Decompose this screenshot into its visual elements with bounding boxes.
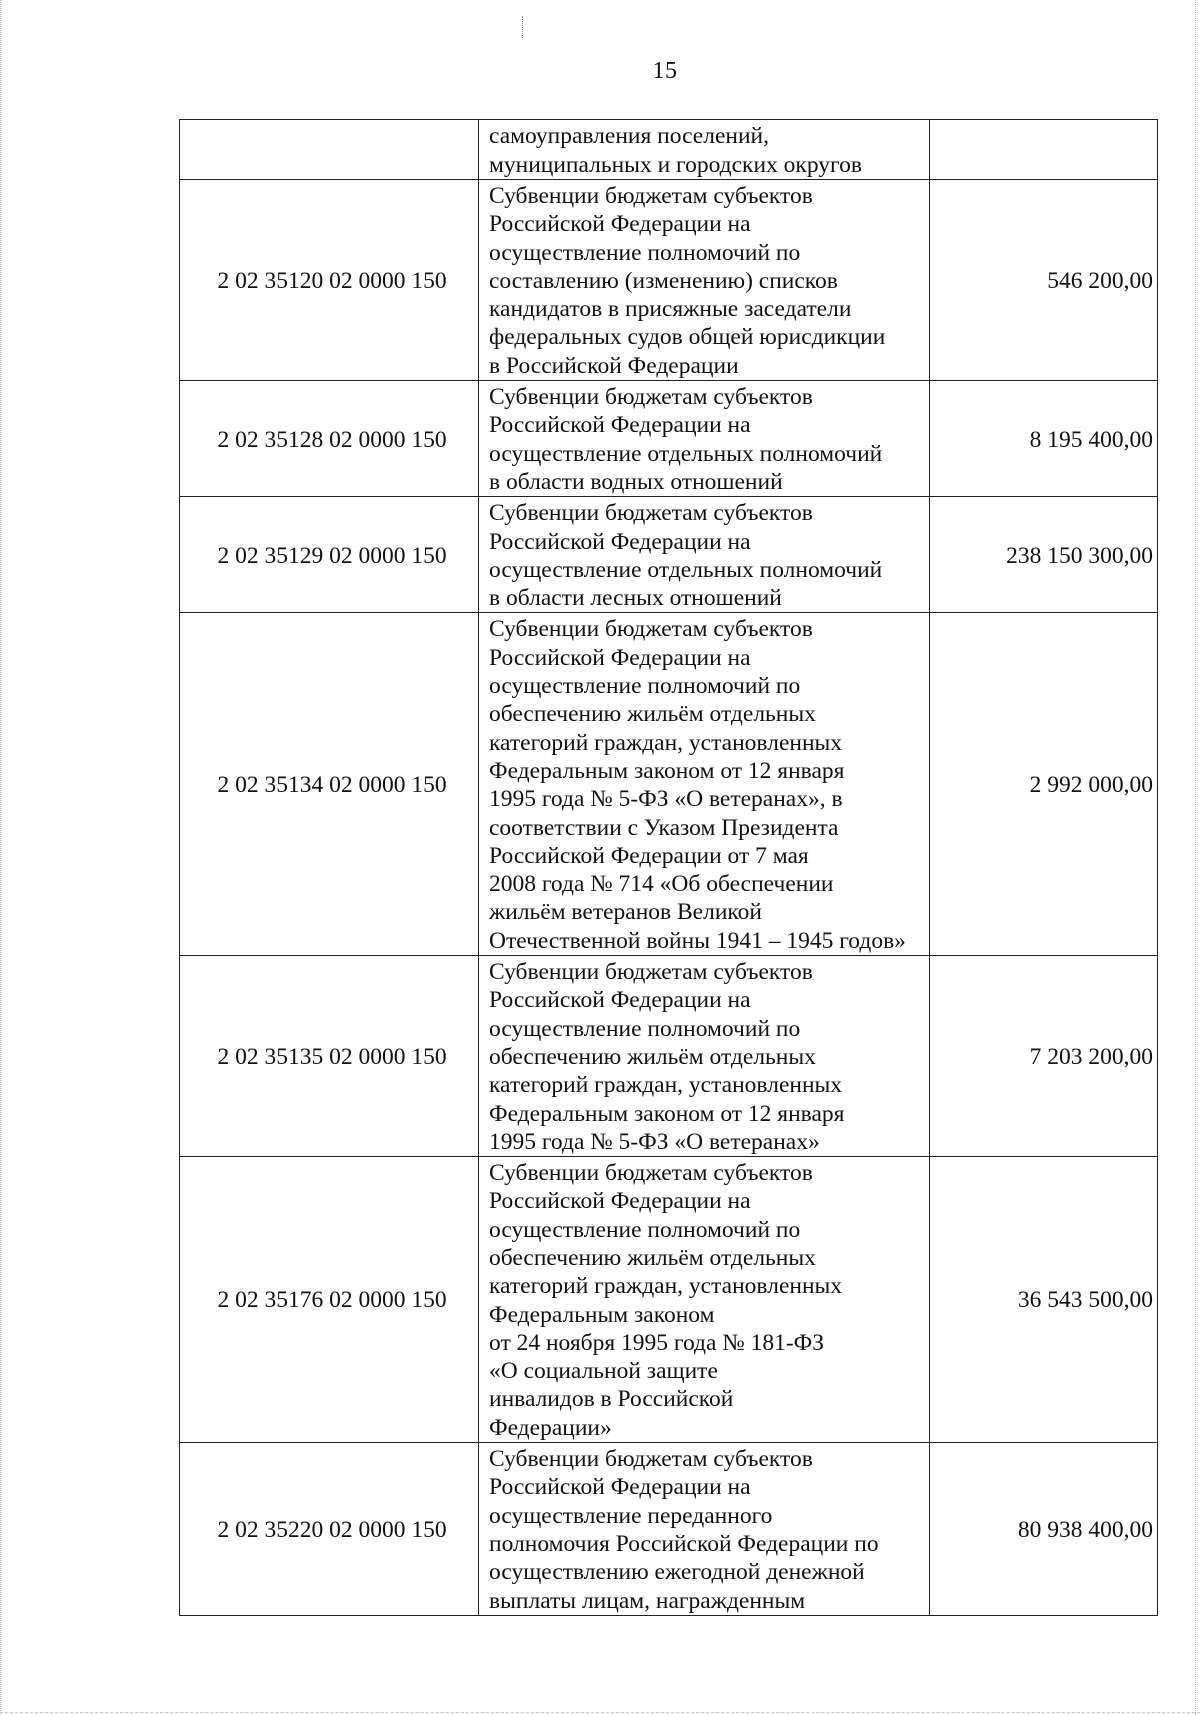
scan-left-edge <box>0 0 3 1715</box>
budget-table <box>179 119 1158 1616</box>
scan-bottom-edge <box>0 1710 1200 1713</box>
table-row <box>180 120 1158 180</box>
budget-code-cell: 2 02 35128 02 0000 150 <box>180 381 479 497</box>
budget-description-cell: Субвенции бюджетам субъектов Российской Федерации на осуществление отдельных полномочий в области лесных отношений <box>479 497 930 613</box>
table-row <box>180 956 1158 1157</box>
budget-amount-cell: 238 150 300,00 <box>930 497 1158 613</box>
table-row <box>180 381 1158 497</box>
budget-code-cell: 2 02 35176 02 0000 150 <box>180 1157 479 1443</box>
budget-description-cell: самоуправления поселений, муниципальных и городских округов <box>479 120 930 180</box>
budget-amount-cell: 546 200,00 <box>930 180 1158 381</box>
budget-code-cell: 2 02 35220 02 0000 150 <box>180 1443 479 1616</box>
budget-amount-cell <box>930 120 1158 180</box>
budget-code-cell: 2 02 35135 02 0000 150 <box>180 956 479 1157</box>
budget-code-cell: 2 02 35134 02 0000 150 <box>180 613 479 956</box>
budget-description-cell: Субвенции бюджетам субъектов Российской Федерации на осуществление полномочий по обеспечению жильём отдельных категорий граждан, установленных Федеральным законом от 12 января 1995 года № 5-ФЗ «О ветеранах», в соответствии с Указом Президента Российской Федерации от 7 мая 2008 года № 714 «Об обеспечении жильём ветеранов Великой Отечественной войны 1941 – 1945 годов» <box>479 613 930 956</box>
budget-description-cell: Субвенции бюджетам субъектов Российской Федерации на осуществление отдельных полномочий в области водных отношений <box>479 381 930 497</box>
page-number: 15 <box>652 58 678 84</box>
budget-amount-cell: 8 195 400,00 <box>930 381 1158 497</box>
budget-amount-cell: 80 938 400,00 <box>930 1443 1158 1616</box>
budget-description-cell: Субвенции бюджетам субъектов Российской Федерации на осуществление полномочий по обеспечению жильём отдельных категорий граждан, установленных Федеральным законом от 24 ноября 1995 года № 181-ФЗ «О социальной защите инвалидов в Российской Федерации» <box>479 1157 930 1443</box>
budget-amount-cell: 2 992 000,00 <box>930 613 1158 956</box>
table-row <box>180 613 1158 956</box>
table-row <box>180 1443 1158 1616</box>
budget-amount-cell: 36 543 500,00 <box>930 1157 1158 1443</box>
budget-description-cell: Субвенции бюджетам субъектов Российской Федерации на осуществление переданного полномочия Российской Федерации по осуществлению ежегодной денежной выплаты лицам, награжденным <box>479 1443 930 1616</box>
budget-code-cell: 2 02 35129 02 0000 150 <box>180 497 479 613</box>
budget-amount-cell: 7 203 200,00 <box>930 956 1158 1157</box>
scan-right-edge <box>1195 0 1198 1715</box>
table-row <box>180 497 1158 613</box>
table-row <box>180 1157 1158 1443</box>
scan-artifact <box>522 16 525 38</box>
budget-description-cell: Субвенции бюджетам субъектов Российской Федерации на осуществление полномочий по составлению (изменению) списков кандидатов в присяжные заседатели федеральных судов общей юрисдикции в Российской Федерации <box>479 180 930 381</box>
budget-code-cell: 2 02 35120 02 0000 150 <box>180 180 479 381</box>
table-row <box>180 180 1158 381</box>
budget-description-cell: Субвенции бюджетам субъектов Российской Федерации на осуществление полномочий по обеспечению жильём отдельных категорий граждан, установленных Федеральным законом от 12 января 1995 года № 5-ФЗ «О ветеранах» <box>479 956 930 1157</box>
budget-code-cell <box>180 120 479 180</box>
